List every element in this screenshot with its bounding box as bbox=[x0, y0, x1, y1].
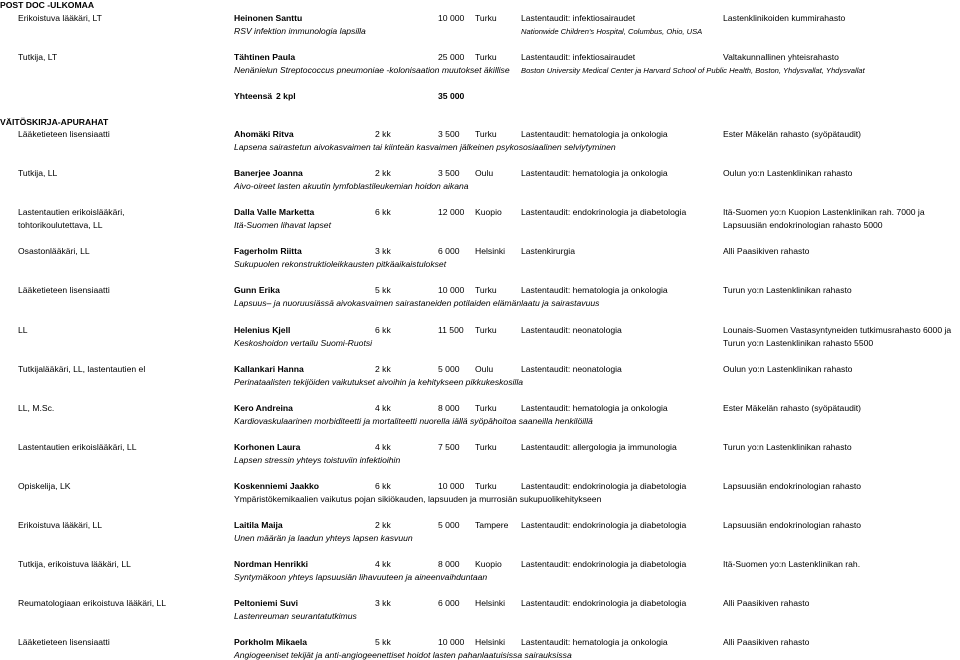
grant-months-cell: 4 kk bbox=[375, 442, 391, 452]
grant-name-cell: Korhonen Laura bbox=[234, 442, 301, 452]
postdoc-total-amount: 35 000 bbox=[438, 91, 465, 101]
postdoc-field-cell: Lastentaudit: infektiosairaudet bbox=[521, 52, 636, 62]
grant-months-cell: 2 kk bbox=[375, 520, 391, 530]
grant-name-cell: Nordman Henrikki bbox=[234, 559, 309, 569]
grant-title-cell: Lääketieteen lisensiaatti bbox=[18, 285, 110, 295]
grant-field-cell: Lastentaudit: endokrinologia ja diabetologia bbox=[521, 559, 687, 569]
grant-project-cell: Ympäristökemikaalien vaikutus pojan sikiökauden, lapsuuden ja murrosiän sukupuolikehitykseen bbox=[234, 494, 602, 504]
grant-amount-cell: 10 000 bbox=[438, 637, 465, 647]
postdoc-name-cell: Heinonen Santtu bbox=[234, 13, 303, 23]
grant-title-cell: Lastentautien erikoislääkäri, LL bbox=[18, 442, 137, 452]
grant-funder-cell: Alli Paasikiven rahasto bbox=[723, 246, 810, 256]
grant-name-cell: Gunn Erika bbox=[234, 285, 280, 295]
grant-amount-cell: 10 000 bbox=[438, 481, 465, 491]
grant-project-cell: Sukupuolen rekonstruktioleikkausten pitkäaikaistulokset bbox=[234, 259, 447, 269]
grant-city-cell: Helsinki bbox=[475, 246, 506, 256]
grant-field-cell: Lastentaudit: hematologia ja onkologia bbox=[521, 129, 668, 139]
grant-funder-cell: Lapsuusiän endokrinologian rahasto bbox=[723, 520, 862, 530]
grant-field-cell: Lastentaudit: neonatologia bbox=[521, 325, 622, 335]
postdoc-total-label: Yhteensä bbox=[234, 91, 273, 101]
grant-city-cell: Turku bbox=[475, 285, 497, 295]
grant-funder-cell: Turun yo:n Lastenklinikan rahasto bbox=[723, 285, 852, 295]
grant-months-cell: 6 kk bbox=[375, 481, 391, 491]
grant-city-cell: Turku bbox=[475, 481, 497, 491]
grant-city-cell: Turku bbox=[475, 403, 497, 413]
grant-amount-cell: 3 500 bbox=[438, 168, 460, 178]
grant-funder-cell: Oulun yo:n Lastenklinikan rahasto bbox=[723, 168, 853, 178]
grant-months-cell: 2 kk bbox=[375, 129, 391, 139]
grant-project-cell: Kardiovaskulaarinen morbiditeetti ja mortaliteetti nuorella iällä syöpähoitoa saaneilla henkilöillä bbox=[234, 416, 593, 426]
grant-amount-cell: 11 500 bbox=[438, 325, 464, 335]
grant-title-cell: Lääketieteen lisensiaatti bbox=[18, 129, 110, 139]
grant-field-cell: Lastentaudit: hematologia ja onkologia bbox=[521, 403, 668, 413]
grant-city-cell: Turku bbox=[475, 325, 497, 335]
grant-amount-cell: 12 000 bbox=[438, 207, 465, 217]
grant-name-cell: Banerjee Joanna bbox=[234, 168, 303, 178]
grant-project-cell: Syntymäkoon yhteys lapsuusiän lihavuuteen ja aineenvaihduntaan bbox=[234, 572, 488, 582]
postdoc-name-cell: Tähtinen Paula bbox=[234, 52, 296, 62]
grant-name-cell: Kallankari Hanna bbox=[234, 364, 304, 374]
grant-project-cell: Itä-Suomen lihavat lapset bbox=[234, 220, 331, 230]
grant-city-cell: Tampere bbox=[475, 520, 509, 530]
grant-city-cell: Oulu bbox=[475, 168, 494, 178]
grant-project-cell: Keskoshoidon vertailu Suomi-Ruotsi bbox=[234, 338, 373, 348]
grant-project-cell: Lastenreuman seurantatutkimus bbox=[234, 611, 357, 621]
grant-months-cell: 5 kk bbox=[375, 285, 391, 295]
postdoc-amount-cell: 10 000 bbox=[438, 13, 465, 23]
grant-field-cell: Lastentaudit: endokrinologia ja diabetologia bbox=[521, 598, 687, 608]
grant-name-cell: Dalla Valle Marketta bbox=[234, 207, 315, 217]
grant-city-cell: Helsinki bbox=[475, 637, 506, 647]
postdoc-amount-cell: 25 000 bbox=[438, 52, 465, 62]
grant-field-cell: Lastentaudit: hematologia ja onkologia bbox=[521, 637, 668, 647]
grant-amount-cell: 5 000 bbox=[438, 520, 460, 530]
grant-funder-cell: Turun yo:n Lastenklinikan rahasto bbox=[723, 442, 852, 452]
grant-name-cell: Ahomäki Ritva bbox=[234, 129, 294, 139]
grant-title-cell: Lääketieteen lisensiaatti bbox=[18, 637, 110, 647]
grant-name-cell: Porkholm Mikaela bbox=[234, 637, 308, 647]
grant-funder-cell: Lapsuusiän endokrinologian rahasto bbox=[723, 481, 862, 491]
grant-months-cell: 4 kk bbox=[375, 559, 391, 569]
grant-project-cell: Unen määrän ja laadun yhteys lapsen kasvuun bbox=[234, 533, 413, 543]
postdoc-project-cell: Nenänielun Streptococcus pneumoniae -kolonisaation muutokset äkillise bbox=[234, 65, 510, 75]
postdoc-host-cell: Boston University Medical Center ja Harvard School of Public Health, Boston, Yhdysvallat, Yhdysvallat bbox=[521, 66, 865, 75]
grant-funder-cell: Ester Mäkelän rahasto (syöpätaudit) bbox=[723, 403, 862, 413]
grant-name-cell: Helenius Kjell bbox=[234, 325, 291, 335]
grant-field-cell: Lastenkirurgia bbox=[521, 246, 575, 256]
postdoc-title-cell: Erikoistuva lääkäri, LT bbox=[18, 13, 102, 23]
grant-city-cell: Helsinki bbox=[475, 598, 506, 608]
grant-months-cell: 2 kk bbox=[375, 364, 391, 374]
grant-name-cell: Koskenniemi Jaakko bbox=[234, 481, 320, 491]
grant-funder-cell: Lapsuusiän endokrinologian rahasto 5000 bbox=[723, 220, 883, 230]
postdoc-project-cell: RSV infektion immunologia lapsilla bbox=[234, 26, 366, 36]
grant-months-cell: 4 kk bbox=[375, 403, 391, 413]
postdoc-city-cell: Turku bbox=[475, 52, 497, 62]
grant-project-cell: Lapsen stressin yhteys toistuviin infektioihin bbox=[234, 455, 401, 465]
grant-months-cell: 2 kk bbox=[375, 168, 391, 178]
postdoc-title-cell: Tutkija, LT bbox=[18, 52, 58, 62]
grant-amount-cell: 5 000 bbox=[438, 364, 460, 374]
grant-title-cell: Lastentautien erikoislääkäri, bbox=[18, 207, 125, 217]
postdoc-section-title: POST DOC -ULKOMAA bbox=[0, 0, 95, 10]
grant-project-cell: Lapsena sairastetun aivokasvaimen tai kiinteän kasvaimen jälkeinen psykososiaalinen selviytyminen bbox=[234, 142, 616, 152]
grant-funder-cell: Turun yo:n Lastenklinikan rahasto 5500 bbox=[723, 338, 874, 348]
grant-months-cell: 6 kk bbox=[375, 207, 391, 217]
grant-title-cell: Tutkija, erikoistuva lääkäri, LL bbox=[18, 559, 131, 569]
postdoc-funder-cell: Valtakunnallinen yhteisrahasto bbox=[723, 52, 839, 62]
grant-field-cell: Lastentaudit: endokrinologia ja diabetologia bbox=[521, 207, 687, 217]
grant-name-cell: Kero Andreina bbox=[234, 403, 293, 413]
grant-amount-cell: 3 500 bbox=[438, 129, 460, 139]
grant-title-cell: Osastonlääkäri, LL bbox=[18, 246, 90, 256]
postdoc-field-cell: Lastentaudit: infektiosairaudet bbox=[521, 13, 636, 23]
grant-amount-cell: 6 000 bbox=[438, 598, 460, 608]
grant-title-cell: Opiskelija, LK bbox=[18, 481, 71, 491]
grant-project-cell: Aivo-oireet lasten akuutin lymfoblastileukemian hoidon aikana bbox=[234, 181, 469, 191]
grant-amount-cell: 6 000 bbox=[438, 246, 460, 256]
grant-city-cell: Kuopio bbox=[475, 207, 502, 217]
grant-months-cell: 3 kk bbox=[375, 246, 391, 256]
grant-amount-cell: 7 500 bbox=[438, 442, 460, 452]
grant-funder-cell: Alli Paasikiven rahasto bbox=[723, 637, 810, 647]
grant-city-cell: Turku bbox=[475, 442, 497, 452]
grant-title-cell: tohtorikoulutettava, LL bbox=[18, 220, 103, 230]
grant-field-cell: Lastentaudit: allergologia ja immunologia bbox=[521, 442, 677, 452]
grant-title-cell: Reumatologiaan erikoistuva lääkäri, LL bbox=[18, 598, 167, 608]
grant-months-cell: 5 kk bbox=[375, 637, 391, 647]
grant-months-cell: 6 kk bbox=[375, 325, 391, 335]
grant-title-cell: LL bbox=[18, 325, 28, 335]
grant-city-cell: Oulu bbox=[475, 364, 494, 374]
grant-title-cell: Tutkijalääkäri, LL, lastentautien el bbox=[18, 364, 146, 374]
grant-months-cell: 3 kk bbox=[375, 598, 391, 608]
grant-amount-cell: 8 000 bbox=[438, 559, 460, 569]
postdoc-funder-cell: Lastenklinikoiden kummirahasto bbox=[723, 13, 846, 23]
phd-section-title: VÄITÖSKIRJA-APURAHAT bbox=[0, 117, 109, 127]
grant-funder-cell: Itä-Suomen yo:n Kuopion Lastenklinikan rah. 7000 ja bbox=[723, 207, 925, 217]
grant-field-cell: Lastentaudit: neonatologia bbox=[521, 364, 622, 374]
grant-field-cell: Lastentaudit: hematologia ja onkologia bbox=[521, 168, 668, 178]
grant-project-cell: Angiogeeniset tekijät ja anti-angiogeenettiset hoidot lasten pahanlaatuisissa sairauksissa bbox=[234, 650, 572, 660]
grant-field-cell: Lastentaudit: endokrinologia ja diabetologia bbox=[521, 481, 687, 491]
postdoc-host-cell: Nationwide Children's Hospital, Columbus, Ohio, USA bbox=[521, 27, 703, 36]
grant-city-cell: Kuopio bbox=[475, 559, 502, 569]
grant-name-cell: Fagerholm Riitta bbox=[234, 246, 302, 256]
grant-funder-cell: Lounais-Suomen Vastasyntyneiden tutkimusrahasto 6000 ja bbox=[723, 325, 952, 335]
grant-funder-cell: Oulun yo:n Lastenklinikan rahasto bbox=[723, 364, 853, 374]
grant-amount-cell: 10 000 bbox=[438, 285, 465, 295]
grant-name-cell: Laitila Maija bbox=[234, 520, 283, 530]
grant-funder-cell: Alli Paasikiven rahasto bbox=[723, 598, 810, 608]
grant-funder-cell: Ester Mäkelän rahasto (syöpätaudit) bbox=[723, 129, 862, 139]
postdoc-city-cell: Turku bbox=[475, 13, 497, 23]
grant-amount-cell: 8 000 bbox=[438, 403, 460, 413]
grant-project-cell: Lapsuus– ja nuoruusiässä aivokasvaimen sairastaneiden potilaiden elämänlaatu ja sairastavuus bbox=[234, 298, 600, 308]
grant-project-cell: Perinataalisten tekijöiden vaikutukset aivoihin ja kehitykseen pikkukeskosilla bbox=[234, 377, 524, 387]
postdoc-total-count: 2 kpl bbox=[276, 91, 296, 101]
grant-field-cell: Lastentaudit: endokrinologia ja diabetologia bbox=[521, 520, 687, 530]
grant-city-cell: Turku bbox=[475, 129, 497, 139]
grant-title-cell: Erikoistuva lääkäri, LL bbox=[18, 520, 103, 530]
grant-name-cell: Peltoniemi Suvi bbox=[234, 598, 298, 608]
grant-title-cell: Tutkija, LL bbox=[18, 168, 58, 178]
grant-title-cell: LL, M.Sc. bbox=[18, 403, 55, 413]
grant-field-cell: Lastentaudit: hematologia ja onkologia bbox=[521, 285, 668, 295]
grant-funder-cell: Itä-Suomen yo:n Lastenklinikan rah. bbox=[723, 559, 861, 569]
